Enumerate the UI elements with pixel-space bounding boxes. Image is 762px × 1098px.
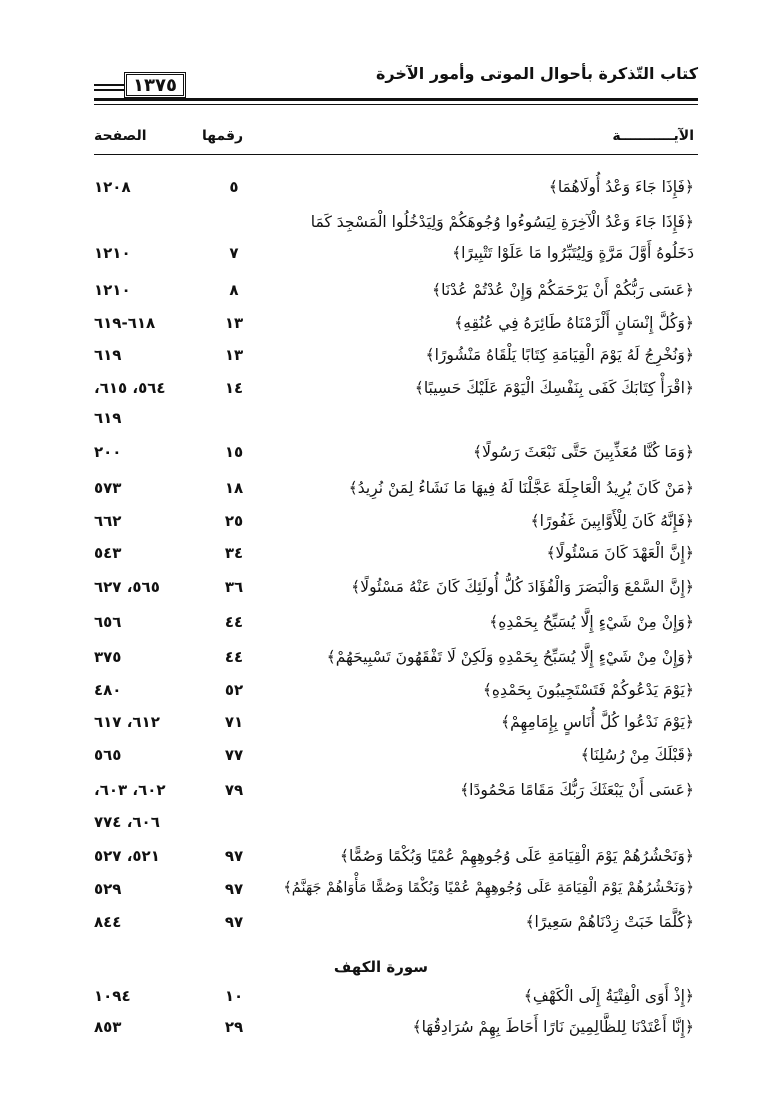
verse-number: ١٠: [224, 987, 244, 1005]
page-reference: ٦٠٢، ٦٠٣،: [94, 781, 166, 799]
table-row: [0, 880, 762, 910]
verse-text: ﴿فَإِذَا جَاءَ وَعْدُ الْآخِرَةِ لِيَسُوءُوا وُجُوهَكُمْ وَلِيَدْخُلُوا الْمَسْجِدَ كَمَا: [310, 213, 694, 231]
verse-number: ٥٢: [224, 681, 244, 699]
verse-text: ﴿يَوْمَ يَدْعُوكُمْ فَتَسْتَجِيبُونَ بِحَمْدِهِ﴾: [482, 681, 694, 699]
verse-number: ٧١: [224, 713, 244, 731]
table-row: [0, 213, 762, 243]
verse-text: ﴿فَإِذَا جَاءَ وَعْدُ أُولَاهُمَا﴾: [548, 178, 694, 196]
table-row: [0, 713, 762, 743]
table-row: [0, 913, 762, 943]
table-row: [0, 847, 762, 877]
verse-number: ٥: [229, 178, 239, 196]
table-row: [0, 681, 762, 711]
page-number: ١٣٧٥: [124, 72, 186, 98]
column-header-rule: [94, 154, 698, 155]
verse-text: ﴿وَكُلَّ إِنْسَانٍ أَلْزَمْنَاهُ طَائِرَهُ فِي عُنُقِهِ﴾: [454, 314, 694, 332]
table-row: [0, 1018, 762, 1048]
table-row: [0, 178, 762, 208]
table-row: [0, 544, 762, 574]
page-reference: ٥٦٥: [94, 746, 122, 764]
verse-number: ٣٦: [224, 578, 244, 596]
verse-text: ﴿إِذْ أَوَى الْفِتْيَةُ إِلَى الْكَهْفِ﴾: [523, 987, 694, 1005]
page-reference: ١٢١٠: [94, 281, 131, 299]
table-row: [0, 379, 762, 409]
verse-number: ٧: [229, 244, 239, 262]
verse-number: ٤٤: [224, 613, 244, 631]
table-row: [0, 346, 762, 376]
table-row: [0, 578, 762, 608]
verse-text: ﴿وَمَا كُنَّا مُعَذِّبِينَ حَتَّى نَبْعَثَ رَسُولًا﴾: [473, 443, 694, 461]
verse-number: ١٤: [224, 379, 244, 397]
verse-number: ٧٩: [224, 781, 244, 799]
column-header-number: رقمها: [202, 128, 244, 144]
table-row: [0, 987, 762, 1017]
page-reference: ١٠٩٤: [94, 987, 131, 1005]
page-reference: ٥٦٤، ٦١٥،: [94, 379, 166, 397]
verse-text: ﴿وَإِنْ مِنْ شَيْءٍ إِلَّا يُسَبِّحُ بِحَمْدِهِ وَلَكِنْ لَا تَفْقَهُونَ تَسْبِيحَهُمْ﴾: [326, 648, 694, 666]
table-row: [0, 244, 762, 274]
page-reference: ٥٢١، ٥٢٧: [94, 847, 160, 865]
verse-number: ٤٤: [224, 648, 244, 666]
page-reference: ٥٤٣: [94, 544, 122, 562]
verse-number: ١٨: [224, 479, 244, 497]
table-row: [0, 648, 762, 678]
table-row: [0, 746, 762, 776]
verse-text: دَخَلُوهُ أَوَّلَ مَرَّةٍ وَلِيُتَبِّرُوا مَا عَلَوْا تَتْبِيرًا﴾: [452, 244, 694, 262]
page-reference: ٦٦٢: [94, 512, 122, 530]
page-reference: ٨٤٤: [94, 913, 122, 931]
page-reference: ٥٢٩: [94, 880, 122, 898]
verse-text: ﴿يَوْمَ نَدْعُوا كُلَّ أُنَاسٍ بِإِمَامِهِمْ﴾: [500, 713, 694, 731]
page-reference: ٢٠٠: [94, 443, 122, 461]
page-header: [94, 62, 698, 102]
page-reference: ٦١٩: [94, 409, 122, 427]
verse-text: ﴿مَنْ كَانَ يُرِيدُ الْعَاجِلَةَ عَجَّلْنَا لَهُ فِيهَا مَا نَشَاءُ لِمَنْ نُرِيدُ﴾: [348, 479, 694, 497]
verse-number: ٨: [229, 281, 239, 299]
verse-text: ﴿كُلَّمَا خَبَتْ زِدْنَاهُمْ سَعِيرًا﴾: [525, 913, 694, 931]
table-row: [0, 281, 762, 311]
column-header-verse: الآيـــــــــــة: [612, 128, 694, 144]
verse-text: ﴿عَسَى أَنْ يَبْعَثَكَ رَبُّكَ مَقَامًا مَحْمُودًا﴾: [460, 781, 694, 799]
verse-text: ﴿إِنَّا أَعْتَدْنَا لِلظَّالِمِينَ نَارًا أَحَاطَ بِهِمْ سُرَادِقُهَا﴾: [412, 1018, 694, 1036]
verse-number: ٣٤: [224, 544, 244, 562]
verse-text: ﴿وَنَحْشُرُهُمْ يَوْمَ الْقِيَامَةِ عَلَى وُجُوهِهِمْ عُمْيًا وَبُكْمًا وَصُمًّا﴾: [339, 847, 694, 865]
page-reference: ٨٥٣: [94, 1018, 122, 1036]
verse-text: ﴿فَإِنَّهُ كَانَ لِلْأَوَّابِينَ غَفُورًا﴾: [530, 512, 694, 530]
page-reference: ١٢٠٨: [94, 178, 131, 196]
page-reference: ٦٥٦: [94, 613, 122, 631]
section-title: سورة الكهف: [333, 958, 429, 976]
table-row: [0, 781, 762, 811]
verse-text: ﴿اقْرَأْ كِتَابَكَ كَفَى بِنَفْسِكَ الْيَوْمَ عَلَيْكَ حَسِيبًا﴾: [414, 379, 694, 397]
table-row: [0, 443, 762, 473]
page-reference: ٤٨٠: [94, 681, 122, 699]
column-header-page: الصفحة: [94, 128, 147, 144]
verse-number: ٩٧: [224, 913, 244, 931]
table-row: [0, 314, 762, 344]
verse-number: ٩٧: [224, 880, 244, 898]
page-reference: ٦١٨-٦١٩: [94, 314, 156, 332]
page-reference: ٦١٢، ٦١٧: [94, 713, 160, 731]
page-reference: ٥٧٣: [94, 479, 122, 497]
book-title: كتاب التّذكرة بأحوال الموتى وأمور الآخرة: [375, 64, 698, 83]
header-left-rule: [94, 84, 124, 86]
verse-text: ﴿عَسَى رَبُّكُمْ أَنْ يَرْحَمَكُمْ وَإِنْ عُدْتُمْ عُدْنَا﴾: [432, 281, 694, 299]
table-row: [0, 512, 762, 542]
page-reference: ٦١٩: [94, 346, 122, 364]
page-reference: ٥٦٥، ٦٢٧: [94, 578, 160, 596]
verse-text: ﴿وَإِنْ مِنْ شَيْءٍ إِلَّا يُسَبِّحُ بِحَمْدِهِ﴾: [489, 613, 694, 631]
header-rule: [94, 104, 698, 105]
page-reference: ٣٧٥: [94, 648, 122, 666]
verse-number: ٩٧: [224, 847, 244, 865]
header-left-rule: [94, 89, 124, 91]
page-reference: ١٢١٠: [94, 244, 131, 262]
table-row: [0, 409, 762, 439]
verse-number: ١٣: [224, 346, 244, 364]
verse-number: ٢٩: [224, 1018, 244, 1036]
table-row: [0, 479, 762, 509]
verse-text: ﴿وَنَحْشُرُهُمْ يَوْمَ الْقِيَامَةِ عَلَى وُجُوهِهِمْ عُمْيًا وَبُكْمًا وَصُمًّا مَأْوَاهُمْ جَهَنَّمُ﴾: [283, 880, 694, 896]
verse-text: ﴿قَبْلَكَ مِنْ رُسُلِنَا﴾: [580, 746, 694, 764]
verse-number: ١٥: [224, 443, 244, 461]
verse-text: ﴿إِنَّ السَّمْعَ وَالْبَصَرَ وَالْفُؤَادَ كُلُّ أُولَئِكَ كَانَ عَنْهُ مَسْئُولًا﴾: [351, 578, 694, 596]
verse-text: ﴿إِنَّ الْعَهْدَ كَانَ مَسْئُولًا﴾: [546, 544, 694, 562]
table-row: [0, 613, 762, 643]
page-reference: ٦٠٦، ٧٧٤: [94, 813, 160, 831]
verse-number: ١٣: [224, 314, 244, 332]
verse-text: ﴿وَنُخْرِجُ لَهُ يَوْمَ الْقِيَامَةِ كِتَابًا يَلْقَاهُ مَنْشُورًا﴾: [425, 346, 694, 364]
table-row: [0, 813, 762, 843]
verse-number: ٢٥: [224, 512, 244, 530]
verse-number: ٧٧: [224, 746, 244, 764]
header-rule: [94, 98, 698, 101]
